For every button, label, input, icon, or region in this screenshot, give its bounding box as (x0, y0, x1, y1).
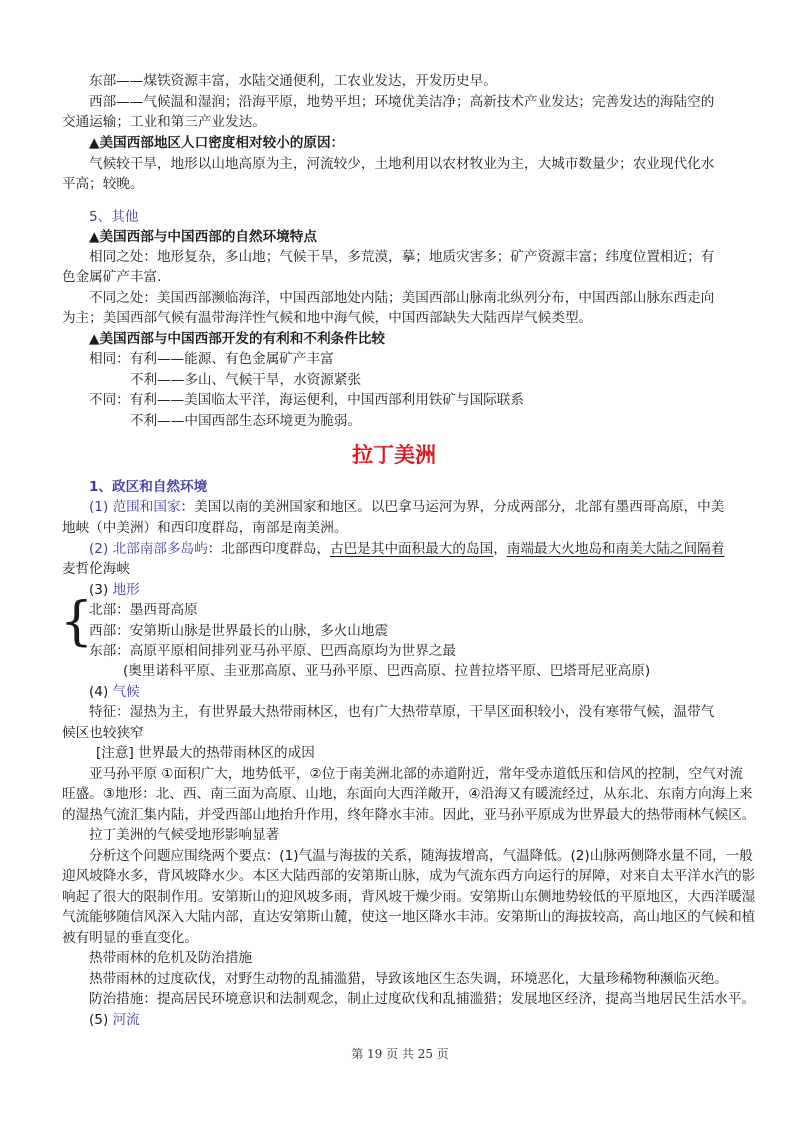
diff-unfavorable: 不利——中国西部生态环境更为脆弱。 (130, 413, 362, 429)
terrain-brace: { (60, 592, 94, 652)
climate-feature-line1: 特征：湿热为主，有世界最大热带雨林区，也有广大热带草原，干旱区面积较小，没有寒带气候，温带气 (89, 704, 715, 720)
scope-label: (1) 范围和国家 (89, 499, 181, 515)
same-line2: 色金属矿产丰富. (62, 269, 162, 285)
analysis-line5: 被有明显的垂直变化。 (62, 930, 198, 946)
rainforest-line: 热带雨林的过度砍伐，对野生动物的乱捕滥猎，导致该地区生态失调，环境恶化，大量珍稀物种濒临灭绝。 (89, 971, 728, 987)
us-east-line: 东部——煤铁资源丰富，水陆交通便利，工农业发达，开发历史早。 (89, 73, 497, 89)
same-unfavorable: 不利——多山、气候干旱，水资源紧张 (130, 372, 362, 388)
climate-heading: (4) 气候 (89, 684, 140, 700)
analysis-line3: 响起了很大的限制作用。安第斯山的迎风坡多雨，背风坡干燥少雨。安第斯山东侧地势较低的平原地区，大西洋暖湿 (62, 889, 756, 905)
section5-title: 5、其他 (89, 209, 139, 225)
prevention-line: 防治措施：提高居民环境意识和法制观念，制止过度砍伐和乱捕滥猎；发展地区经济，提高当地居民生活水平。 (89, 991, 756, 1007)
page-footer: 第 19 页 共 25 页 (351, 1047, 449, 1061)
islands-line1: (2) 北部南部多岛屿：北部西印度群岛，古巴是其中面积最大的岛国，南端最大火地岛和南美大陆之间隔着 (89, 541, 725, 557)
west-density-line2: 平高；较晚。 (62, 176, 144, 192)
note-line: [注意] 世界最大的热带雨林区的成因 (96, 745, 315, 761)
terrain-effect-line: 拉丁美洲的气候受地形影响显著 (89, 827, 280, 843)
climate-feature-line2: 候区也较狭窄 (62, 725, 144, 741)
sec1-title: 1、政区和自然环境 (89, 479, 208, 495)
rivers-label: 河流 (112, 1012, 140, 1028)
same-line1: 相同之处：地形复杂，多山地；气候干旱，多荒漠，摹；地质灾害多；矿产资源丰富；纬度位置相近；有 (89, 249, 715, 265)
islands-label: (2) 北部南部多岛屿 (89, 541, 208, 557)
west-density-line1: 气候较干旱，地形以山地高原为主，河流较少，土地利用以农材牧业为主，大城市数量少；农业现代化水 (89, 156, 715, 172)
terrain-label: 地形 (112, 582, 140, 598)
analysis-line4: 气流能够随信风深入大陆内部，直达安第斯山麓，使这一地区降水丰沛。安第斯山的海拔较高，高山地区的气候和植 (62, 909, 756, 925)
climate-label: 气候 (112, 684, 140, 700)
amazon-line2: 旺盛。③地形：北、西、南三面为高原、山地，东面向大西洋敞开，④沿海又有暖流经过，从东北、东南方向海上来 (62, 786, 753, 802)
amazon-line3: 的湿热气流汇集内陆，并受西部山地抬升作用，终年降水丰沛。因此，亚马孙平原成为世界最大的热带雨林气候区。 (62, 807, 756, 823)
terrain-heading: (3) 地形 (89, 582, 140, 598)
analysis-line1: 分析这个问题应围绕两个要点：(1)气温与海拔的关系，随海拔增高，气温降低。(2)山脉两侧降水量不同，一般 (89, 848, 753, 864)
rainforest-title: 热带雨林的危机及防治措施 (89, 950, 253, 966)
diff-line2: 为主；美国西部气候有温带海洋性气候和地中海气候，中国西部缺失大陆西岸气候类型。 (62, 310, 593, 326)
amazon-line1: 亚马孙平原 ①面积广大，地势低平，②位于南美洲北部的赤道附近，常年受赤道低压和信风的控制，空气对流 (89, 766, 744, 782)
latin-america-title: 拉丁美洲 (352, 443, 436, 467)
west-density-heading: ▲美国西部地区人口密度相对较小的原因： (89, 135, 345, 151)
section5-heading1: ▲美国西部与中国西部的自然环境特点 (89, 229, 317, 245)
terrain-plains: (奥里诺科平原、圭亚那高原、亚马孙平原、巴西高原、拉普拉塔平原、巴塔哥尼亚高原) (123, 663, 651, 679)
analysis-line2: 迎风坡降水多，背风坡降水少。本区大陆西部的安第斯山脉，成为气流东西方向运行的屏障，对来自太平洋水汽的影 (62, 868, 756, 884)
diff-line1: 不同之处：美国西部濒临海洋，中国西部地处内陆；美国西部山脉南北纵列分布，中国西部山脉东西走向 (89, 290, 715, 306)
islands-line2: 麦哲伦海峡 (62, 561, 130, 577)
scope-line1: (1) 范围和国家：美国以南的美洲国家和地区。以巴拿马运河为界，分成两部分，北部有墨西哥高原，中美 (89, 499, 725, 515)
us-west-line2: 交通运输；工业和第三产业发达。 (62, 114, 266, 130)
same-favorable: 相同：有利——能源、有色金属矿产丰富 (89, 351, 334, 367)
section5-heading2: ▲美国西部与中国西部开发的有利和不利条件比较 (89, 331, 385, 347)
us-west-line1: 西部——气候温和湿润；沿海平原，地势平坦；环境优美洁净；高新技术产业发达；完善发达的海陆空的 (89, 94, 715, 110)
diff-favorable: 不同：有利——美国临太平洋，海运便利，中国西部利用铁矿与国际联系 (89, 392, 524, 408)
scope-line2: 地峡（中美洲）和西印度群岛，南部是南美洲。 (62, 520, 348, 536)
terrain-north: 北部：墨西哥高原 (89, 602, 198, 618)
rivers-heading: (5) 河流 (89, 1012, 140, 1028)
terrain-west: 西部：安第斯山脉是世界最长的山脉，多火山地震 (89, 623, 389, 639)
terrain-east: 东部：高原平原相间排列亚马孙平原、巴西高原均为世界之最 (89, 643, 457, 659)
